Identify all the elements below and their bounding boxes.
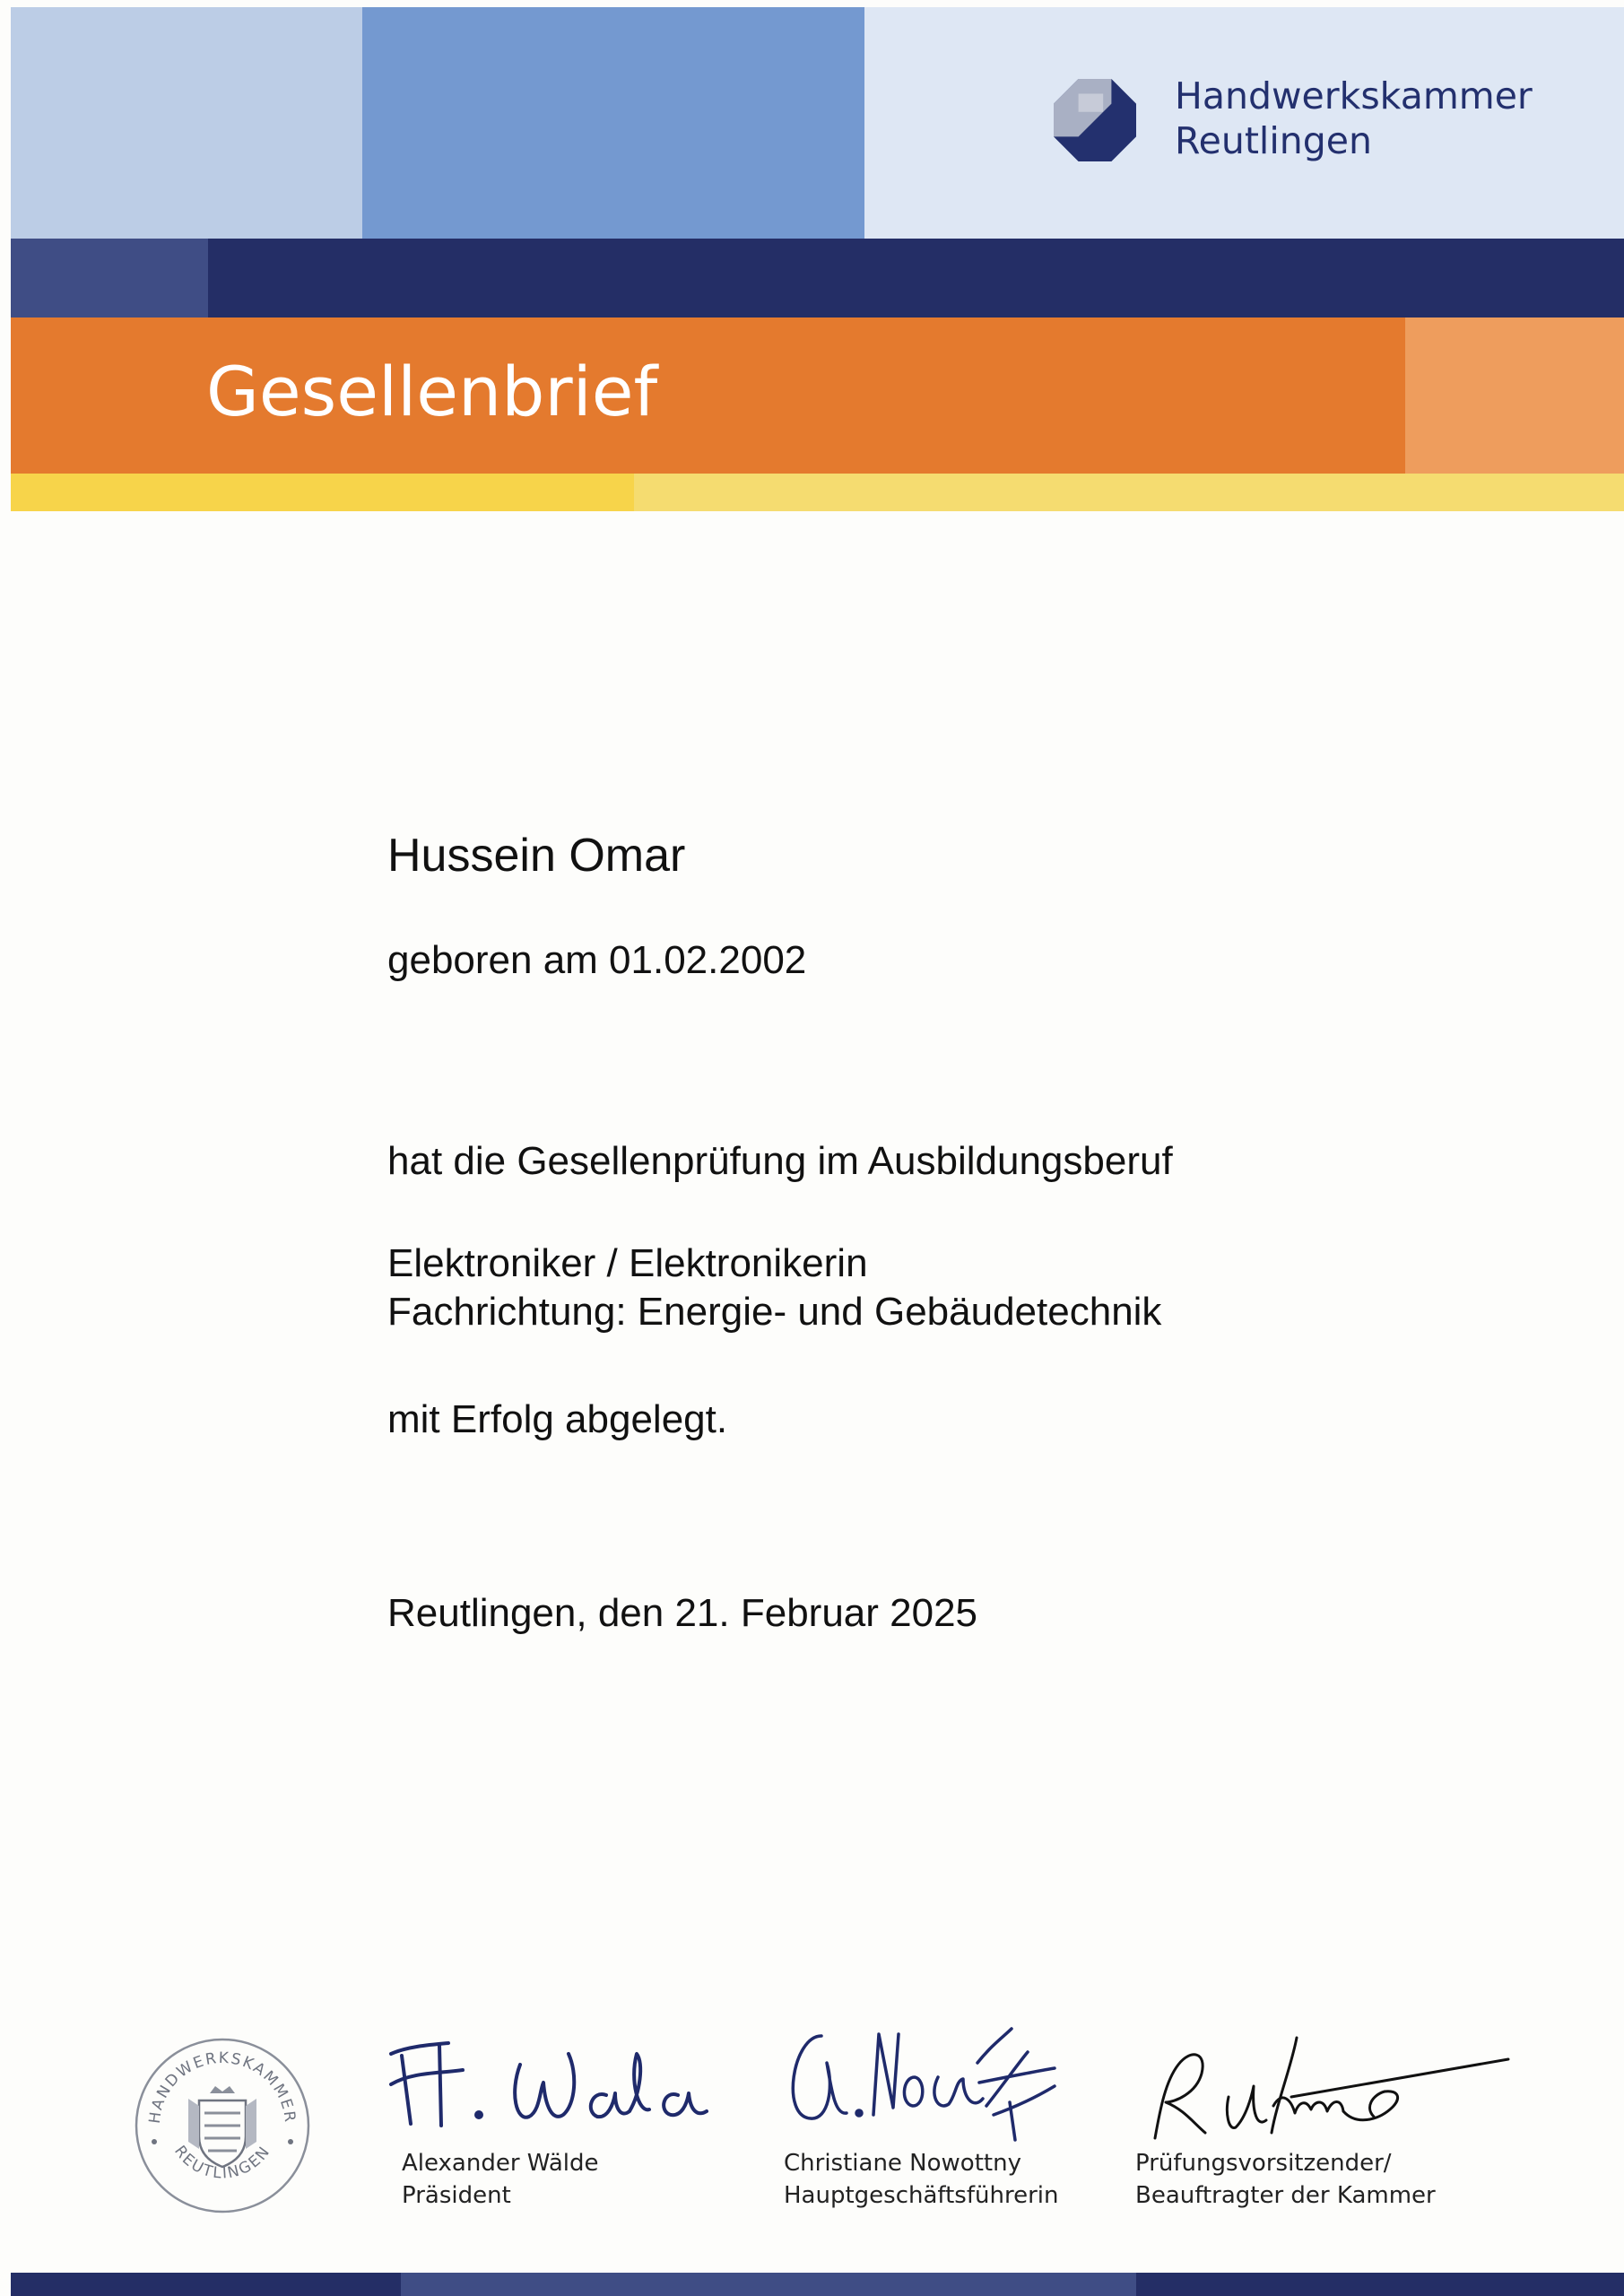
signer-name: Prüfungsvorsitzender/ xyxy=(1135,2150,1392,2177)
organization-name-line2: Reutlingen xyxy=(1175,119,1372,162)
header-block-mid-blue xyxy=(362,7,864,239)
header-block-slate xyxy=(11,239,208,317)
signer-role: Präsident xyxy=(402,2182,511,2209)
signer-role: Hauptgeschäftsführerin xyxy=(784,2182,1059,2209)
signer-name: Christiane Nowottny xyxy=(784,2150,1021,2177)
organization-name xyxy=(1175,74,1533,163)
header-stripe-yellow xyxy=(11,474,634,511)
header-block-navy xyxy=(208,239,1624,317)
seal-text-top: HANDWERKSKAMMER xyxy=(145,2048,300,2125)
signer-president xyxy=(402,2147,599,2212)
signer-exam-chair xyxy=(1135,2147,1436,2212)
place-and-date: Reutlingen, den 21. Februar 2025 xyxy=(387,1591,978,1635)
specialization: Fachrichtung: Energie- und Gebäudetechnik xyxy=(387,1290,1162,1334)
seal-text-bottom: REUTLINGEN xyxy=(170,2142,274,2183)
exam-result: mit Erfolg abgelegt. xyxy=(387,1397,728,1441)
signer-name: Alexander Wälde xyxy=(402,2150,599,2177)
signer-managing-director xyxy=(784,2147,1058,2212)
exam-statement: hat die Gesellenprüfung im Ausbildungsberuf xyxy=(387,1139,1173,1183)
profession: Elektroniker / Elektronikerin xyxy=(387,1241,868,1285)
birth-date: geboren am 01.02.2002 xyxy=(387,938,807,982)
organization-name-line1: Handwerkskammer xyxy=(1175,74,1533,117)
footer-block-slate xyxy=(401,2273,1136,2296)
official-seal-icon xyxy=(133,2036,312,2215)
signature-icon xyxy=(771,2009,1067,2144)
svg-text:REUTLINGEN xyxy=(170,2143,274,2183)
header-stripe-yellow-light xyxy=(634,474,1624,511)
footer-block-navy xyxy=(11,2273,401,2296)
header-block-light-blue xyxy=(11,7,362,239)
document-title: Gesellenbrief xyxy=(206,352,658,431)
signature-icon xyxy=(386,2018,708,2135)
signer-role: Beauftragter der Kammer xyxy=(1135,2182,1436,2209)
title-band-light-orange xyxy=(1405,317,1624,474)
signature-icon xyxy=(1139,2027,1515,2144)
recipient-name: Hussein Omar xyxy=(387,830,686,882)
footer-block-navy-right xyxy=(1136,2273,1624,2296)
hwk-logo-icon xyxy=(1054,79,1136,161)
